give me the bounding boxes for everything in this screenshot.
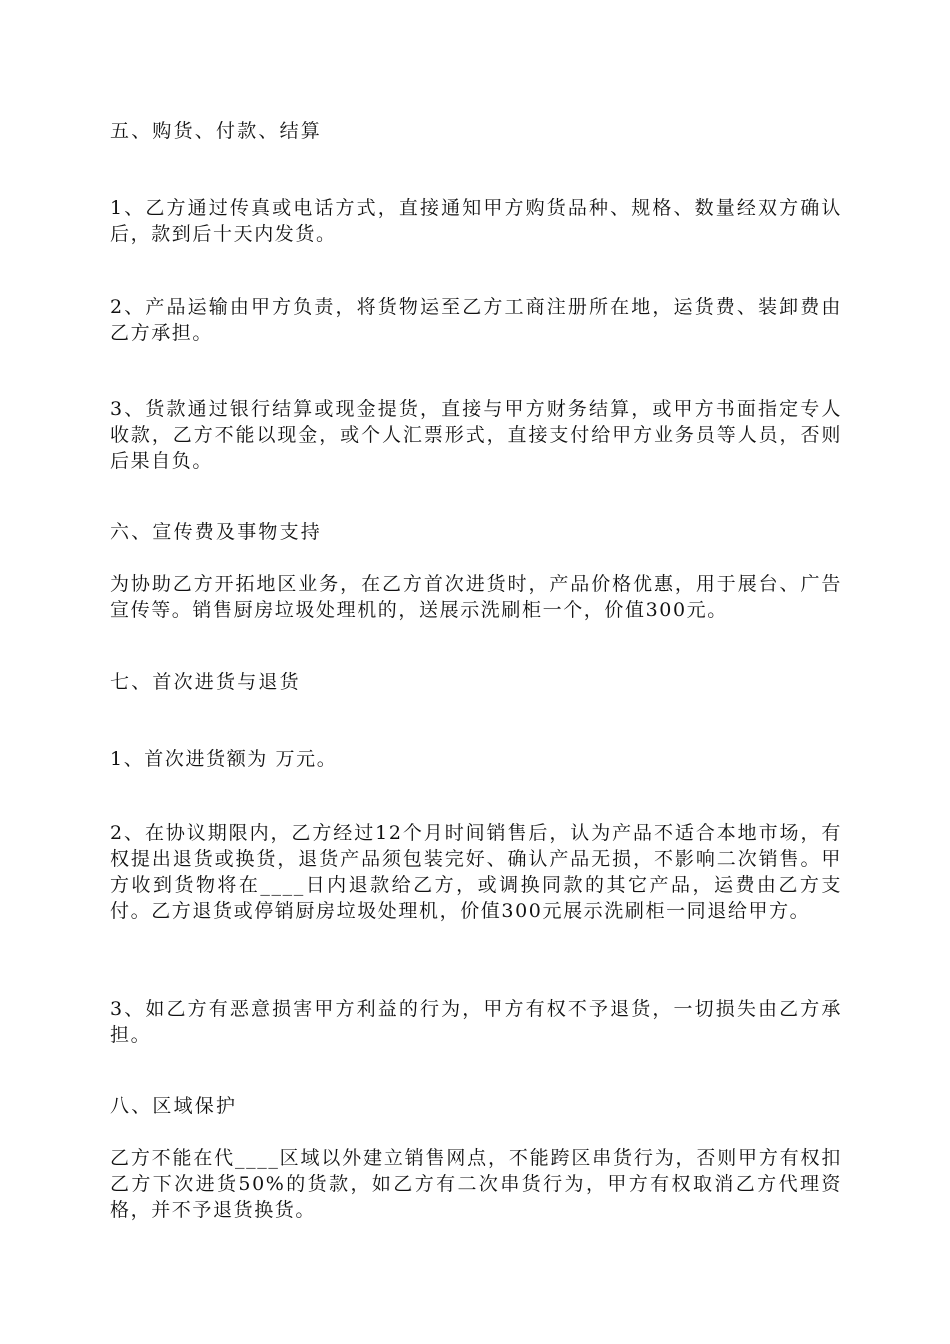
clause-malicious-damage: 3、如乙方有恶意损害甲方利益的行为，甲方有权不予退货，一切损失由乙方承担。 [110,998,842,1046]
clause-order-confirmation: 1、乙方通过传真或电话方式，直接通知甲方购货品种、规格、数量经双方确认后，款到后十天内发货。 [110,197,842,245]
clause-first-order-amount: 1、首次进货额为 万元。 [110,748,338,770]
clause-settlement: 3、货款通过银行结算或现金提货，直接与甲方财务结算，或甲方书面指定专人收款，乙方不能以现金，或个人汇票形式，直接支付给甲方业务员等人员，否则后果自负。 [110,398,842,472]
clause-transport: 2、产品运输由甲方负责，将货物运至乙方工商注册所在地，运货费、装卸费由乙方承担。 [110,296,842,344]
section-heading-promotion-support: 六、宣传费及事物支持 [110,521,323,543]
clause-returns-exchange: 2、在协议期限内，乙方经过12个月时间销售后，认为产品不适合本地市场，有权提出退货或换货，退货产品须包装完好、确认产品无损，不影响二次销售。甲方收到货物将在____日内退款给乙方，或调换同款的其它产品，运费由乙方支付。乙方退货或停销厨房垃圾处理机，价值300元展示洗刷柜一同退给甲方。 [110,822,842,922]
section-heading-first-order-returns: 七、首次进货与退货 [110,671,301,693]
section-heading-purchase-payment: 五、购货、付款、结算 [110,120,323,142]
clause-promotion: 为协助乙方开拓地区业务，在乙方首次进货时，产品价格优惠，用于展台、广告宣传等。销售厨房垃圾处理机的，送展示洗刷柜一个，价值300元。 [110,573,842,621]
section-heading-territory-protection: 八、区域保护 [110,1095,238,1117]
clause-territory: 乙方不能在代____区域以外建立销售网点，不能跨区串货行为，否则甲方有权扣乙方下次进货50%的货款，如乙方有二次串货行为，甲方有权取消乙方代理资格，并不予退货换货。 [110,1147,842,1221]
